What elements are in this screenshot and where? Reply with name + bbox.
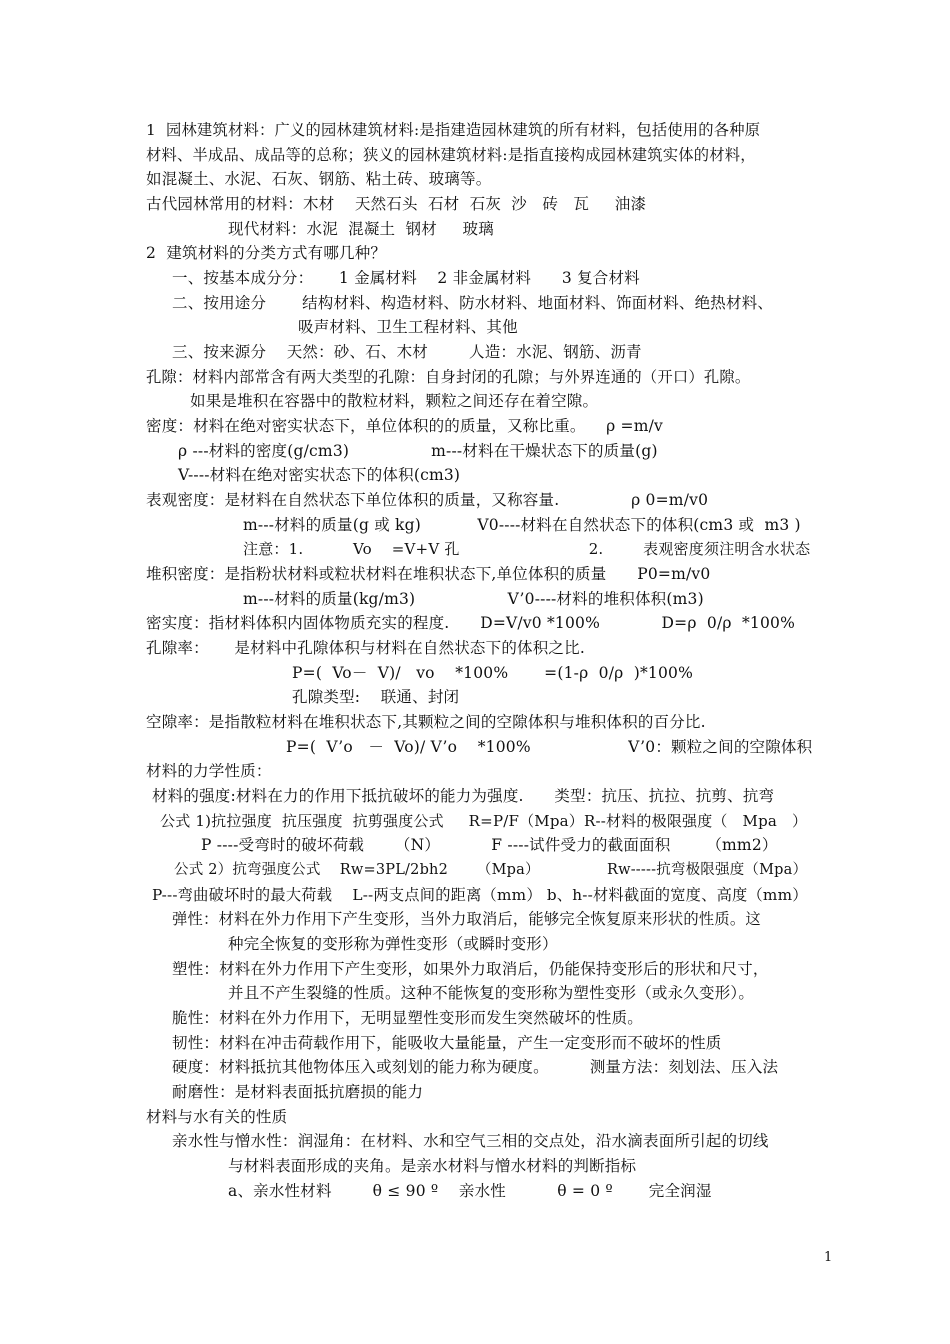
- text-line: 硬度：材料抵抗其他物体压入或刻划的能力称为硬度。 测量方法：刻划法、压入法: [172, 1058, 779, 1076]
- text-line: 亲水性与憎水性：润湿角：在材料、水和空气三相的交点处，沿水滴表面所引起的切线: [172, 1132, 769, 1150]
- text-line: m---材料的质量(g 或 kg) V0----材料在自然状态下的体积(cm3 或 m3 ): [243, 516, 801, 534]
- text-line: 古代园林常用的材料：木材 天然石头 石材 石灰 沙 砖 瓦 油漆: [146, 195, 647, 213]
- text-line: 塑性：材料在外力作用下产生变形，如果外力取消后，仍能保持变形后的形状和尺寸，: [172, 960, 769, 978]
- text-line: 密度：材料在绝对密实状态下，单位体积的的质量，又称比重。 ρ =m/v: [146, 417, 664, 435]
- text-line: 注意：1. Vo =V+V 孔 2. 表观密度须注明含水状态: [243, 540, 811, 558]
- text-line: 韧性：材料在冲击荷载作用下，能吸收大量能量，产生一定变形而不破坏的性质: [172, 1034, 722, 1052]
- text-line: 孔隙率： 是材料中孔隙体积与材料在自然状态下的体积之比.: [146, 639, 585, 657]
- section-heading: 材料与水有关的性质: [146, 1108, 288, 1126]
- text-line: 弹性：材料在外力作用下产生变形，当外力取消后，能够完全恢复原来形状的性质。这: [172, 910, 761, 928]
- text-line: 与材料表面形成的夹角。是亲水材料与憎水材料的判断指标: [228, 1157, 637, 1175]
- text-line: ρ ---材料的密度(g/cm3) m---材料在干燥状态下的质量(g): [178, 442, 658, 460]
- text-line: a、亲水性材料 θ ≤ 90 º 亲水性 θ = 0 º 完全润湿: [228, 1182, 712, 1200]
- text-line: 孔隙：材料内部常含有两大类型的孔隙：自身封闭的孔隙；与外界连通的（开口）孔隙。: [146, 368, 751, 386]
- text-line: 一、按基本成分分： 1 金属材料 2 非金属材料 3 复合材料: [172, 269, 640, 287]
- text-line: 并且不产生裂缝的性质。这种不能恢复的变形称为塑性变形（或永久变形）。: [228, 984, 755, 1002]
- text-line: V----材料在绝对密实状态下的体积(cm3): [178, 466, 461, 484]
- text-line: 公式 2）抗弯强度公式 Rw=3PL/2bh2 （Mpa） Rw-----抗弯极限强度（Mpa）: [174, 862, 808, 878]
- formula-line: P=( Vo－ V)/ vo *100% =(1-ρ 0/ρ )*100%: [292, 664, 694, 682]
- text-line: 现代材料：水泥 混凝土 钢材 玻璃: [228, 220, 494, 238]
- section-heading: 2 建筑材料的分类方式有哪几种？: [146, 244, 387, 262]
- text-line: 孔隙类型: 联通、封闭: [292, 688, 460, 706]
- text-line: 材料、半成品、成品等的总称；狭义的园林建筑材料:是指直接构成园林建筑实体的材料，: [146, 146, 756, 164]
- text-line: 耐磨性：是材料表面抵抗磨损的能力: [172, 1083, 424, 1101]
- text-line: P---弯曲破坏时的最大荷载 L--两支点间的距离（mm） b、h--材料截面的宽度、高度（mm）: [152, 886, 808, 904]
- text-line: P ----受弯时的破坏荷载 （N） F ----试件受力的截面面积 （mm2）: [201, 836, 778, 854]
- text-line: 如混凝土、水泥、石灰、钢筋、粘土砖、玻璃等。: [146, 170, 492, 188]
- section-heading: 材料的力学性质：: [146, 762, 272, 780]
- text-line: 材料的强度:材料在力的作用下抵抗破坏的能力为强度. 类型：抗压、抗拉、抗剪、抗弯: [152, 787, 775, 805]
- text-line: 种完全恢复的变形称为弹性变形（或瞬时变形）: [228, 935, 558, 953]
- text-line: 三、按来源分 天然：砂、石、木材 人造：水泥、钢筋、沥青: [172, 343, 642, 361]
- page-number: 1: [824, 1250, 833, 1265]
- text-line: 空隙率：是指散粒材料在堆积状态下,其颗粒之间的空隙体积与堆积体积的百分比.: [146, 713, 706, 731]
- text-line: m---材料的质量(kg/m3) V’0----材料的堆积体积(m3): [243, 590, 704, 608]
- text-line: 1 园林建筑材料：广义的园林建筑材料:是指建造园林建筑的所有材料，包括使用的各种原: [146, 121, 761, 139]
- text-line: 堆积密度：是指粉状材料或粒状材料在堆积状态下,单位体积的质量 P0=m/v0: [146, 565, 711, 583]
- text-line: 公式 1)抗拉强度 抗压强度 抗剪强度公式 R=P/F（Mpa）R--材料的极限强度（ Mpa ）: [160, 812, 808, 830]
- text-line: 如果是堆积在容器中的散粒材料，颗粒之间还存在着空隙。: [190, 392, 599, 410]
- text-line: 吸声材料、卫生工程材料、其他: [298, 318, 518, 336]
- text-line: 二、按用途分 结构材料、构造材料、防水材料、地面材料、饰面材料、绝热材料、: [172, 294, 774, 312]
- formula-line: P=( V’o － Vo)/ V’o *100% V’0：颗粒之间的空隙体积: [286, 738, 813, 756]
- text-line: 密实度：指材料体积内固体物质充实的程度. D=V/v0 *100% D=ρ 0/ρ *100%: [146, 614, 796, 632]
- text-line: 脆性：材料在外力作用下，无明显塑性变形而发生突然破坏的性质。: [172, 1009, 644, 1027]
- text-line: 表观密度：是材料在自然状态下单位体积的质量，又称容量. ρ 0=m/v0: [146, 491, 709, 509]
